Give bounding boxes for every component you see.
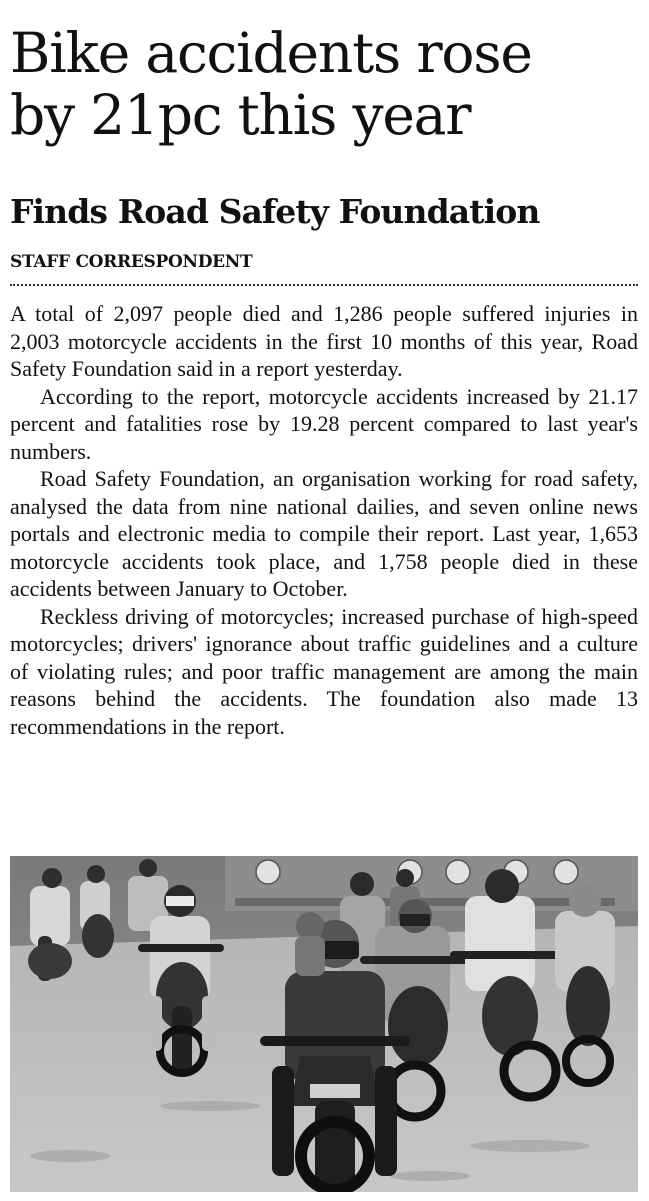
news-photo-motorcyclists (10, 856, 638, 1192)
photo-illustration (10, 856, 638, 1192)
article-paragraph-4: Reckless driving of motorcycles; increased purchase of high-speed motorcycles; drivers' ignorance about traffic guidelines and a culture of violating rules; and poor traffic management are among the main reasons behind the accidents. The foundation also made 13 recommendations in the report. (10, 603, 638, 739)
headline-line-2: by 21pc this year (10, 83, 471, 147)
subheadline: Finds Road Safety Foundation (10, 192, 540, 231)
headline-line-1: Bike accidents rose (10, 21, 532, 85)
byline-divider (10, 284, 638, 286)
article-paragraph-1: A total of 2,097 people died and 1,286 people suffered injuries in 2,003 motorcycle accidents in the first 10 months of this year, Road Safety Foundation said in a report yesterday. (10, 301, 638, 381)
article-body (10, 300, 638, 740)
rider-behind-foreground (295, 912, 325, 976)
article-paragraph-3: Road Safety Foundation, an organisation working for road safety, analysed the data from nine national dailies, and seven online news portals and electronic media to compile their report. Last year, 1,653 motorcycle accidents took place, and 1,758 people died in these accidents between January to October. (10, 466, 638, 601)
article-paragraph-2: According to the report, motorcycle accidents increased by 21.17 percent and fatalities rose by 19.28 percent compared to last year's numbers. (10, 383, 638, 464)
headline (10, 22, 645, 146)
byline: STAFF CORRESPONDENT (10, 252, 253, 272)
